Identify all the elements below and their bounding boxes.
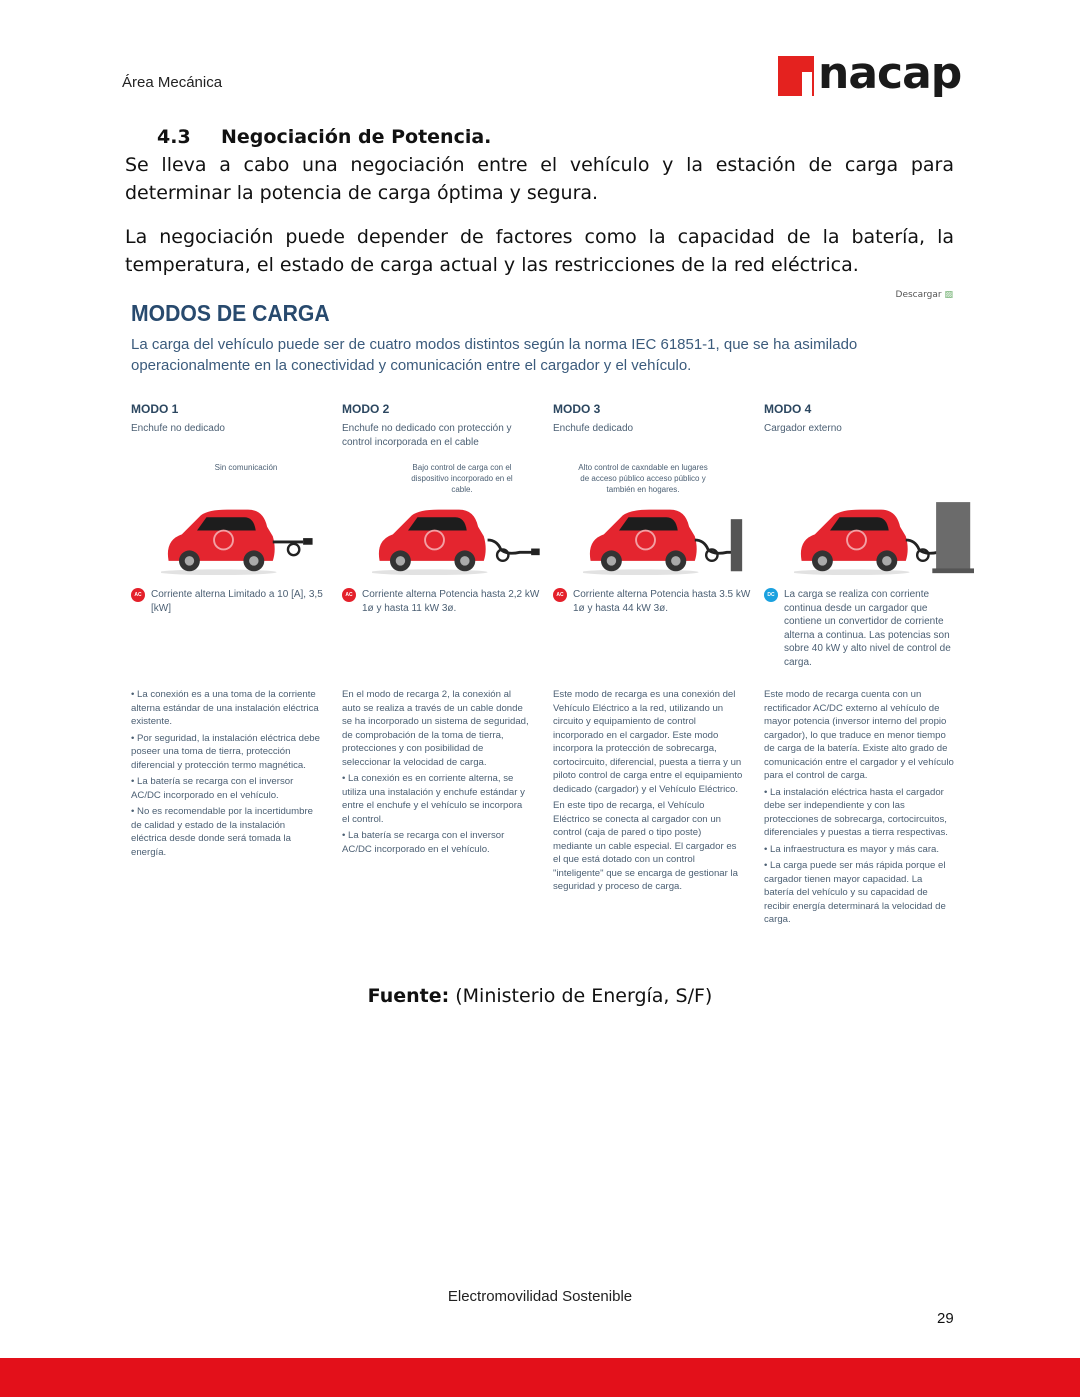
mode-title: MODO 4 [764, 402, 812, 416]
source-label: Fuente: [367, 985, 450, 1007]
section-heading [157, 126, 491, 148]
mode-subtitle: Enchufe no dedicado [131, 423, 225, 434]
mode-body-paragraph: • La batería se recarga con el inversor AC/DC incorporado en el vehículo. [342, 830, 505, 855]
mode-body [131, 688, 321, 862]
mode-body-paragraph: • La carga puede ser más rápida porque el cargador tienen mayor capacidad. La batería del vehículo y su capacidad de recibir energía determinará la velocidad de carga. [764, 860, 946, 925]
figure-intro: La carga del vehículo puede ser de cuatro modos distintos según la norma IEC 61851-1, que se ha asimilado operacionalmente en la conectividad y comunicación entre el cargador y el vehículo. [131, 336, 858, 374]
mode-body-paragraph: • Por seguridad, la instalación eléctrica debe poseer una toma de tierra, protección diferencial y protección termo magnética. [131, 732, 320, 771]
mode-body-paragraph: Este modo de recarga cuenta con un rectificador AC/DC externo al vehículo de mayor potencia (inversor interno del propio cargador), lo que traduce en menor tiempo de carga de la batería. Existe alto grado de comunicación entre el cargador y el vehículo para el control de carga. [764, 689, 954, 781]
mode-title: MODO 2 [342, 402, 390, 416]
mode-body-paragraph: En este tipo de recarga, el Vehículo Eléctrico se conecta al cargador con un control (caja de pared o tipo poste) mediante un cable especial. El cargador es el que está dotado con un control "inteligente" que se encarga de gestionar la seguridad y proceso de carga. [553, 800, 738, 892]
mode-title: MODO 1 [131, 402, 179, 416]
source-text: (Ministerio de Energía, S/F) [455, 985, 713, 1007]
footer-title: Electromovilidad Sostenible [447, 1288, 633, 1305]
current-type-badge: AC [553, 588, 567, 602]
mode-subtitle: Cargador externo [764, 423, 842, 434]
mode-spec-text: Corriente alterna Potencia hasta 3.5 kW 1ø y hasta 44 kW 3ø. [573, 589, 751, 614]
mode-column [764, 402, 960, 925]
mode-spec [767, 588, 964, 669]
inacap-logo [778, 48, 963, 110]
mode-spec-text: La carga se realiza con corriente continua desde un cargador que contiene un convertidor de corriente alterna a continua. Las potencias son sobre 40 kW y alto nivel de control de carga. [784, 589, 951, 668]
mode-column [342, 402, 540, 855]
mode-subtitle: Enchufe no dedicado con protección y control incorporada en el cable [342, 423, 512, 448]
mode-title: MODO 3 [553, 402, 601, 416]
mode-annotation: Alto control de caxndable en lugares de acceso público acceso público y también en hogares. [578, 463, 708, 494]
mode-spec-text: Corriente alterna Limitado a 10 [A], 3,5 [kW] [151, 589, 323, 614]
mode-spec-text: Corriente alterna Potencia hasta 2,2 kW 1ø y hasta 11 kW 3ø. [362, 589, 540, 614]
mode-body-paragraph: Este modo de recarga es una conexión del Vehículo Eléctrico a la red, utilizando un circuito y equipamiento de control incorporado en el cargador. Este modo incorpora la protección de sobrecarga, cortocircuito, diferencial, puesta a tierra y un piloto control de carga entre el equipamiento dedicado (cargador) y el Vehículo Eléctrico. [553, 689, 743, 795]
mode-body-paragraph: • La conexión es a una toma de la corriente alterna estándar de una instalación eléctrica existente. [131, 689, 319, 727]
mode-column [553, 402, 751, 892]
mode-body-paragraph: • La infraestructura es mayor y más cara. [764, 843, 940, 855]
mode-spec [556, 588, 753, 615]
mode-body [342, 688, 532, 859]
electric-car-illustration [372, 500, 552, 580]
download-link[interactable]: Descargar ▨ [895, 290, 953, 300]
mode-body-paragraph: • La instalación eléctrica hasta el cargador debe ser independiente y con las protecciones de sobrecarga, cortocircuitos, diferenciales y puestas a tierra respectivas. [764, 786, 948, 838]
paragraph: Se lleva a cabo una negociación entre el vehículo y la estación de carga para determinar la potencia de carga óptima y segura. [125, 154, 954, 204]
mode-body-paragraph: En el modo de recarga 2, la conexión al auto se realiza a través de un cable donde se ha incorporado un sistema de seguridad, de comprobación de la toma de tierra, protecciones y con posibilidad de seleccionar la velocidad de carga. [342, 689, 529, 768]
mode-annotation: Bajo control de carga con el dispositivo incorporado en el cable. [411, 463, 513, 494]
current-type-badge: AC [342, 588, 356, 602]
mode-body-paragraph: • No es recomendable por la incertidumbre de calidad y estado de la instalación eléctrica desde donde será tomada la energía. [131, 806, 314, 858]
figure-title: MODOS DE CARGA [131, 300, 330, 326]
current-type-badge: DC [764, 588, 778, 602]
current-type-badge: AC [131, 588, 145, 602]
header-area-label: Área Mecánica [122, 74, 223, 91]
figure-source [0, 985, 1080, 1007]
page-number: 29 [937, 1310, 954, 1327]
mode-spec [345, 588, 542, 615]
mode-body-paragraph: • La conexión es en corriente alterna, se utiliza una instalación y enchufe estándar y entre el enchufe y el vehículo se incorpora el control. [342, 773, 525, 825]
section-title: Negociación de Potencia. [221, 126, 492, 148]
mode-body-paragraph: • La batería se recarga con el inversor AC/DC incorporado en el vehículo. [131, 776, 294, 801]
mode-subtitle: Enchufe dedicado [553, 423, 634, 434]
footer-bar [0, 1358, 1080, 1397]
charging-modes-figure [125, 290, 955, 970]
mode-column [131, 402, 327, 858]
paragraph: La negociación puede depender de factores como la capacidad de la batería, la temperatura, el estado de carga actual y las restricciones de la red eléctrica. [125, 226, 954, 276]
electric-car-illustration [794, 500, 974, 580]
broken-image-icon: ▨ [944, 290, 953, 300]
electric-car-illustration [583, 500, 763, 580]
electric-car-illustration [161, 500, 341, 580]
mode-spec [134, 588, 331, 615]
mode-body [553, 688, 743, 897]
mode-body [764, 688, 954, 930]
mode-annotation: Sin comunicación [214, 463, 278, 472]
logo-text: nacap [818, 48, 962, 99]
section-number: 4.3 [157, 126, 191, 148]
